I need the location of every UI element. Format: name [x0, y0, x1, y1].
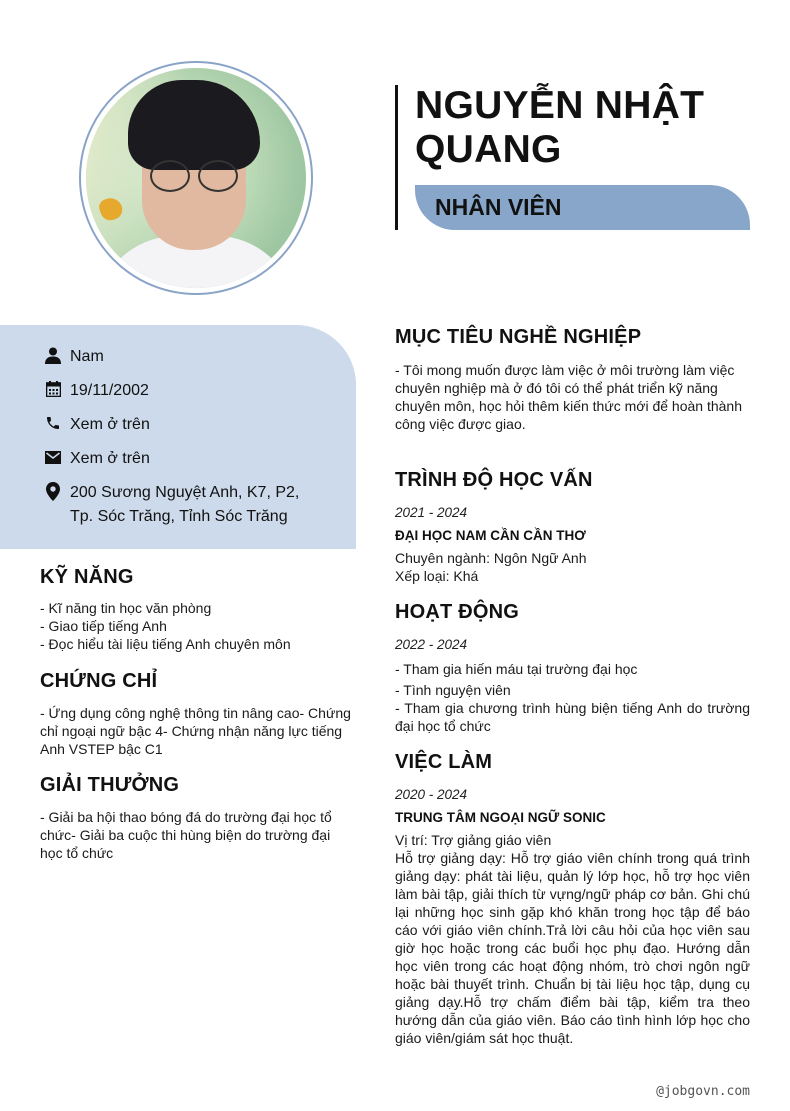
calendar-icon — [44, 379, 62, 399]
activities-list — [395, 660, 750, 735]
profile-photo — [86, 68, 306, 288]
activity-item: - Tham gia chương trình hùng biện tiếng Anh do trường đại học tổ chức — [395, 700, 750, 734]
education-school: ĐẠI HỌC NAM CẦN CẦN THƠ — [395, 528, 586, 543]
objective-heading: MỤC TIÊU NGHỀ NGHIỆP — [395, 326, 642, 348]
activity-item: - Tham gia hiến máu tại trường đại học — [395, 661, 638, 677]
phone-icon — [44, 413, 62, 433]
work-period: 2020 - 2024 — [395, 787, 468, 802]
skill-item: - Kĩ năng tin học văn phòng — [40, 600, 212, 616]
contact-email — [44, 447, 150, 471]
person-icon — [44, 345, 62, 365]
education-period: 2021 - 2024 — [395, 505, 468, 520]
work-description: Hỗ trợ giảng dạy: Hỗ trợ giáo viên chính trong quá trình giảng dạy: phát tài liệu, quản lý lớp học, hỗ trợ học viên làm bài tập, giải thích từ vựng/ngữ pháp cơ bản. Ghi chú lại những học sinh gặp khó khăn trong học tập để báo cáo với giáo viên chính.Trả lời câu hỏi của học viên sau giờ học hoặc trong các buổi học phụ đạo. Hướng dẫn học viên trong các hoạt động nhóm, trò chơi ngôn ngữ hoặc bài thuyết trình. Chuẩn bị tài liệu học tập, dụng cụ giảng dạy.Hỗ trợ chấm điểm bài tập, kiểm tra theo hướng dẫn của giáo viên. Báo cáo tình hình lớp học cho giáo viên/giám sát học thuật. — [395, 850, 750, 1046]
activity-item: - Tình nguyện viên — [395, 682, 511, 698]
contact-gender — [44, 345, 104, 369]
work-position: Vị trí: Trợ giảng giáo viên — [395, 832, 552, 848]
certificates-text: - Ứng dụng công nghệ thông tin nâng cao- Chứng chỉ ngoại ngữ bậc 4- Chứng nhận năng lực tiếng Anh VSTEP bậc C1 — [40, 705, 351, 757]
candidate-role: NHÂN VIÊN — [435, 194, 562, 220]
contact-birthday — [44, 379, 149, 403]
watermark: @jobgovn.com — [656, 1084, 750, 1099]
activities-period: 2022 - 2024 — [395, 637, 468, 652]
skill-item: - Giao tiếp tiếng Anh — [40, 618, 167, 634]
certificates-heading: CHỨNG CHỈ — [40, 670, 158, 692]
candidate-name: NGUYỄN NHẬT QUANG — [415, 84, 705, 171]
skills-list — [40, 599, 355, 653]
email-text: Xem ở trên — [70, 450, 150, 467]
profile-photo-frame — [79, 61, 313, 295]
skills-heading: KỸ NĂNG — [40, 566, 134, 588]
gender-text: Nam — [70, 348, 104, 365]
phone-text: Xem ở trên — [70, 416, 150, 433]
education-details — [395, 549, 750, 585]
activities-heading: HOẠT ĐỘNG — [395, 601, 520, 623]
work-heading: VIỆC LÀM — [395, 751, 493, 773]
address-text: 200 Sương Nguyệt Anh, K7, P2, Tp. Sóc Trăng, Tỉnh Sóc Trăng — [70, 484, 300, 525]
location-pin-icon — [44, 481, 62, 501]
education-grade: Xếp loại: Khá — [395, 568, 479, 584]
mail-icon — [44, 447, 62, 467]
birthday-text: 19/11/2002 — [70, 382, 149, 399]
work-details — [395, 831, 750, 1047]
work-company: TRUNG TÂM NGOẠI NGỮ SONIC — [395, 810, 606, 825]
education-major: Chuyên ngành: Ngôn Ngữ Anh — [395, 550, 587, 566]
name-divider — [395, 85, 398, 230]
objective-text: - Tôi mong muốn được làm việc ở môi trường làm việc chuyên nghiệp mà ở đó tôi có thể phát triển kỹ năng chuyên môn, học hỏi thêm kiến thức mới để hoàn thành công việc được giao. — [395, 362, 742, 432]
awards-text: - Giải ba hội thao bóng đá do trường đại học tổ chức- Giải ba cuộc thi hùng biện do trường đại học tổ chức — [40, 809, 332, 861]
education-heading: TRÌNH ĐỘ HỌC VẤN — [395, 469, 593, 491]
awards-heading: GIẢI THƯỞNG — [40, 774, 180, 796]
contact-address — [44, 481, 299, 529]
contact-phone — [44, 413, 150, 437]
skill-item: - Đọc hiểu tài liệu tiếng Anh chuyên môn — [40, 636, 291, 652]
